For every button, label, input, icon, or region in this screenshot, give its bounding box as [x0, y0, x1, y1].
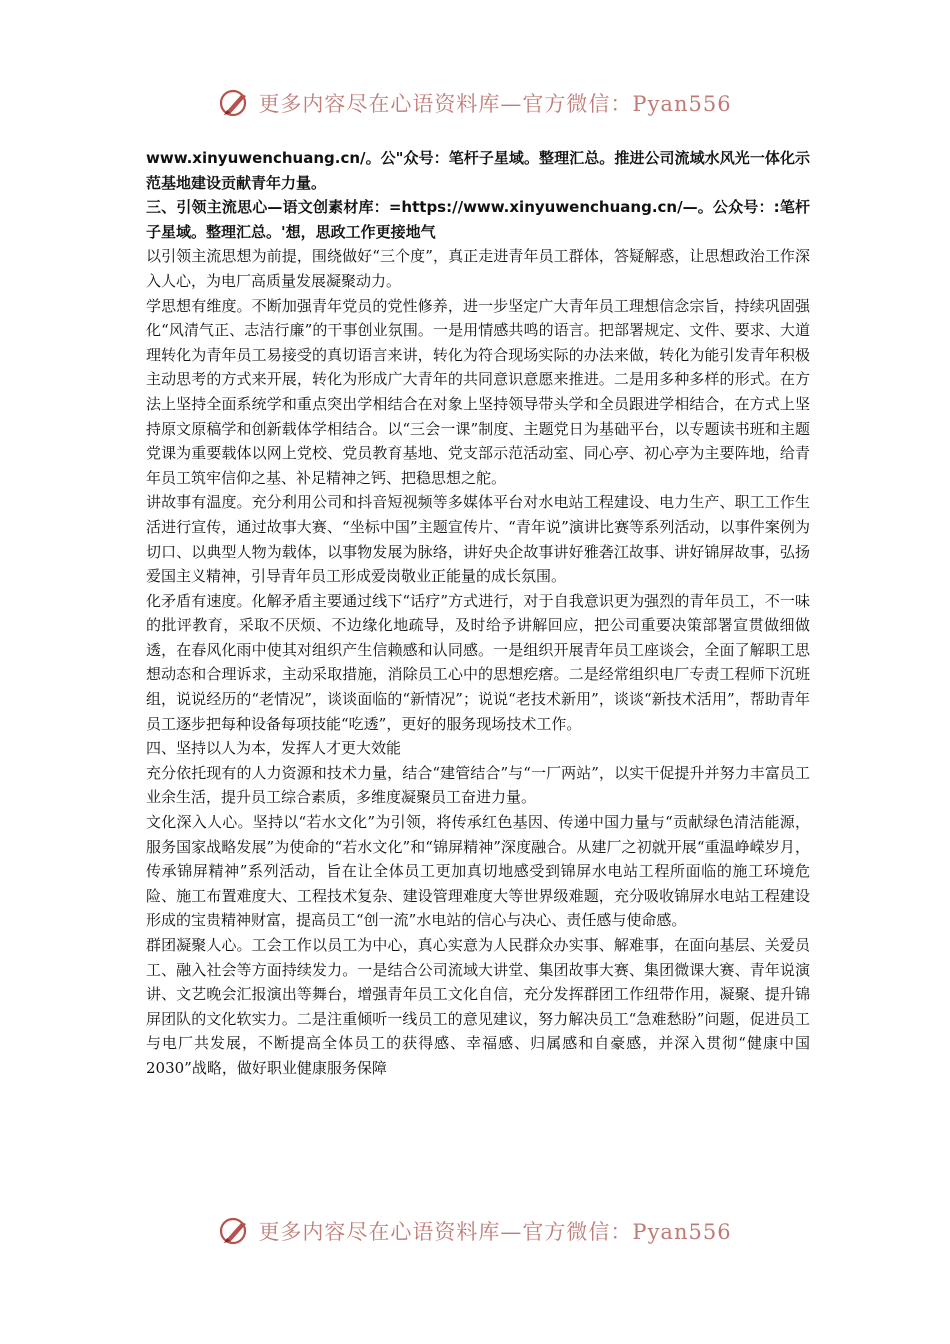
- paragraph: www.xinyuwenchuang.cn/。公"众号：笔杆子星域。整理汇总。推进公司流域水风光一体化示范基地建设贡献青年力量。: [146, 149, 810, 192]
- pen-logo-icon: [218, 86, 252, 120]
- footer-banner: [0, 1206, 950, 1256]
- pen-logo-icon: [218, 1214, 252, 1248]
- paragraph: 学思想有维度。不断加强青年党员的党性修养，进一步坚定广大青年员工理想信念宗旨，持续巩固强化“风清气正、志洁行廉”的干事创业氛围。一是用情感共鸣的语言。把部署规定、文件、要求、大道理转化为青年员工易接受的真切语言来讲，转化为符合现场实际的办法来做，转化为能引发青年积极主动思考的方式来开展，转化为形成广大青年的共同意识意愿来推进。二是用多种多样的形式。在方法上坚持全面系统学和重点突出学相结合在对象上坚持领导带头学和全员跟进学相结合，在方式上坚持原文原稿学和创新载体学相结合。以“三会一课”制度、主题党日为基础平台，以专题读书班和主题党课为重要载体以网上党校、党员教育基地、党支部示范活动室、同心亭、初心亭为主要阵地，给青年员工筑牢信仰之基、补足精神之钙、把稳思想之舵。: [146, 296, 810, 487]
- header-banner: [0, 78, 950, 128]
- banner-text: 更多内容尽在心语资料库—官方微信：Pyan556: [258, 92, 732, 116]
- paragraph: 充分依托现有的人力资源和技术力量，结合“建管结合”与“一厂两站”，以实干促提升并努力丰富员工业余生活，提升员工综合素质，多维度凝聚员工奋进力量。: [146, 763, 810, 807]
- section-heading: 四、坚持以人为本，发挥人才更大效能: [146, 739, 402, 758]
- section-heading: 三、引领主流思心—语文创素材库：=https://www.xinyuwenchuang.cn/—。公众号：:笔杆子星域。整理汇总。'想，思政工作更接地气: [146, 198, 810, 241]
- banner-text: 更多内容尽在心语资料库—官方微信：Pyan556: [258, 1220, 732, 1244]
- paragraph: 化矛盾有速度。化解矛盾主要通过线下“话疗”方式进行，对于自我意识更为强烈的青年员工，不一味的批评教育，采取不厌烦、不边缘化地疏导，及时给予讲解回应，把公司重要决策部署宣贯做细做透，在春风化雨中使其对组织产生信赖感和认同感。一是组织开展青年员工座谈会，全面了解职工思想动态和合理诉求，主动采取措施，消除员工心中的思想疙瘩。二是经常组织电厂专责工程师下沉班组，说说经历的“老情况”，谈谈面临的“新情况”；说说“老技术新用”，谈谈“新技术活用”，帮助青年员工逐步把每种设备每项技能“吃透”，更好的服务现场技术工作。: [146, 591, 810, 733]
- paragraph: 群团凝聚人心。工会工作以员工为中心，真心实意为人民群众办实事、解难事，在面向基层、关爱员工、融入社会等方面持续发力。一是结合公司流域大讲堂、集团故事大赛、集团微课大赛、青年说演讲、文艺晚会汇报演出等舞台，增强青年员工文化自信，充分发挥群团工作纽带作用，凝聚、提升锦屏团队的文化软实力。二是注重倾听一线员工的意见建议，努力解决员工“急难愁盼”问题，促进员工与电厂共发展，不断提高全体员工的获得感、幸福感、归属感和自豪感，并深入贯彻“健康中国2030”战略，做好职业健康服务保障: [146, 936, 810, 1077]
- paragraph: 文化深入人心。坚持以“若水文化”为引领，将传承红色基因、传递中国力量与“贡献绿色清洁能源，服务国家战略发展”为使命的“若水文化”和“锦屏精神”深度融合。从建厂之初就开展“重温峥嵘岁月，传承锦屏精神”系列活动，旨在让全体员工更加真切地感受到锦屏水电站工程所面临的施工环境危险、施工布置难度大、工程技术复杂、建设管理难度大等世界级难题，充分吸收锦屏水电站工程建设形成的宝贵精神财富，提高员工“创一流”水电站的信心与决心、责任感与使命感。: [146, 813, 810, 930]
- paragraph: 讲故事有温度。充分利用公司和抖音短视频等多媒体平台对水电站工程建设、电力生产、职工工作生活进行宣传，通过故事大赛、“坐标中国”主题宣传片、“青年说”演讲比赛等系列活动，以事件案例为切口、以典型人物为载体，以事物发展为脉络，讲好央企故事讲好雅砻江故事、讲好锦屏故事，弘扬爱国主义精神，引导青年员工形成爱岗敬业正能量的成长氛围。: [146, 493, 810, 586]
- paragraph: 以引领主流思想为前提，围绕做好“三个度”，真正走进青年员工群体，答疑解惑，让思想政治工作深入人心，为电厂高质量发展凝聚动力。: [146, 247, 810, 290]
- document-body: [146, 146, 810, 1081]
